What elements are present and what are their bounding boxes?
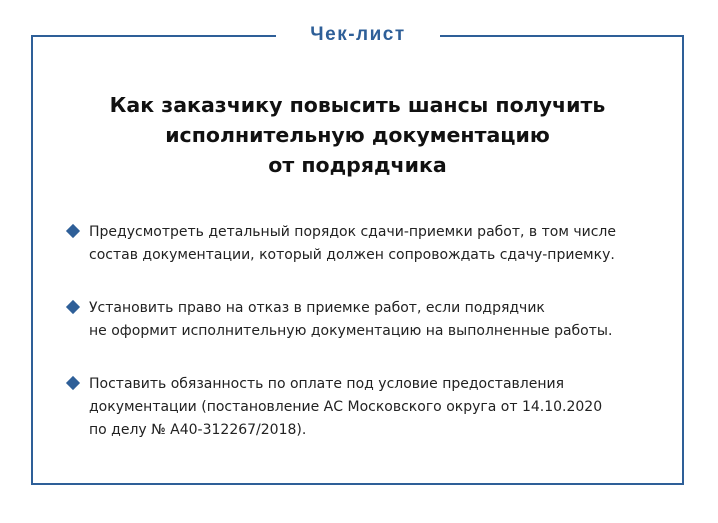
item-text-line: не оформит исполнительную документацию на выполненные работы. [89, 323, 613, 339]
heading-line: от подрядчика [268, 153, 447, 177]
item-text-line: Поставить обязанность по оплате под условие предоставления [89, 376, 565, 392]
checklist-item-text [89, 373, 669, 442]
item-text-line: Установить право на отказ в приемке работ, если подрядчик [89, 300, 545, 316]
heading-line: Как заказчику повысить шансы получить [109, 93, 606, 117]
item-text-line: состав документации, который должен сопровождать сдачу-приемку. [89, 247, 615, 263]
checklist-item-text [89, 221, 669, 267]
item-text-line: Предусмотреть детальный порядок сдачи-приемки работ, в том числе [89, 224, 616, 240]
checklist-heading [31, 90, 684, 180]
item-text-line: по делу № А40-312267/2018). [89, 422, 307, 438]
item-text-line: документации (постановление АС Московского округа от 14.10.2020 [89, 399, 603, 415]
checklist-label: Чек-лист [276, 20, 440, 50]
heading-line: исполнительную документацию [165, 123, 550, 147]
checklist-item-text [89, 297, 669, 343]
